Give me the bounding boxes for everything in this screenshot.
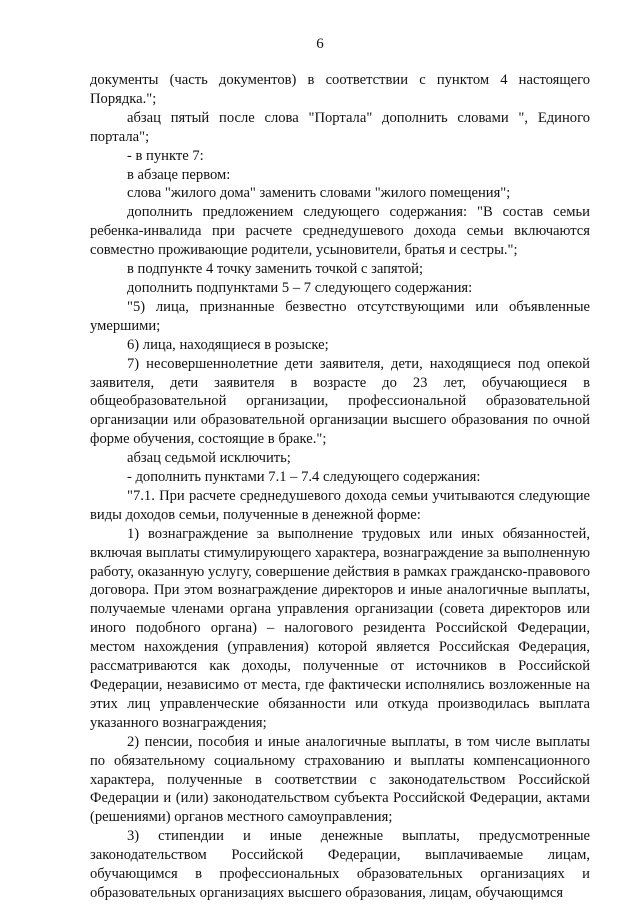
paragraph: дополнить предложением следующего содержания: "В состав семьи ребенка-инвалида при расчете среднедушевого дохода семьи включаются совместно проживающие родители, усыновители, братья и сестры."; xyxy=(90,204,590,259)
paragraph: абзац седьмой исключить; xyxy=(127,450,291,467)
paragraph: "5) лица, признанные безвестно отсутствующими или объявленные умершими; xyxy=(90,298,590,334)
paragraph: 3) стипендии и иные денежные выплаты, предусмотренные законодательством Российской Федерации, выплачиваемые лицам, обучающимся в профессиональных образовательных организациях и образовательных организациях высшего образования, лицам, обучающимся xyxy=(90,828,590,901)
paragraph: абзац пятый после слова "Портала" дополнить словами ", Единого портала"; xyxy=(90,109,590,145)
paragraph: слова "жилого дома" заменить словами "жилого помещения"; xyxy=(127,185,511,202)
paragraph: - дополнить пунктами 7.1 – 7.4 следующего содержания: xyxy=(127,469,481,486)
paragraph: - в пункте 7: xyxy=(127,147,204,164)
document-body xyxy=(90,71,590,903)
paragraph: 7) несовершеннолетние дети заявителя, дети, находящиеся под опекой заявителя, дети заявителя в возрасте до 23 лет, обучающиеся в общеобразовательной организации, профессиональной образовательной организации или образовательной организации высшего образования по очной форме обучения, состоящие в браке."; xyxy=(90,355,590,448)
paragraph: 2) пенсии, пособия и иные аналогичные выплаты, в том числе выплаты по обязательному социальному страхованию и выплаты компенсационного характера, полученные в соответствии с законодательством Российской Федерации и (или) законодательством субъекта Российской Федерации, актами (решениями) органов местного самоуправления; xyxy=(90,733,590,826)
paragraph: документы (часть документов) в соответствии с пунктом 4 настоящего Порядка."; xyxy=(90,72,590,107)
paragraph: в абзаце первом: xyxy=(127,166,231,183)
page-number: 6 xyxy=(316,36,324,52)
paragraph: "7.1. При расчете среднедушевого дохода семьи учитываются следующие виды доходов семьи, полученные в денежной форме: xyxy=(90,487,590,523)
paragraph: в подпункте 4 точку заменить точкой с запятой; xyxy=(127,261,424,278)
paragraph: 1) вознаграждение за выполнение трудовых или иных обязанностей, включая выплаты стимулирующего характера, вознаграждение за выполненную работу, оказанную услугу, совершение действия в рамках гражданско-правового договора. При этом вознаграждение директоров и иные аналогичные выплаты, получаемые членами органа управления организации (совета директоров или иного подобного органа) – налогового резидента Российской Федерации, местом нахождения (управления) которой является Российская Федерация, рассматриваются как доходы, полученные от источников в Российской Федерации, независимо от места, где фактически исполнялись возложенные на этих лиц управленческие обязанности или откуда производилась выплата указанного вознаграждения; xyxy=(90,525,590,731)
paragraph: дополнить подпунктами 5 – 7 следующего содержания: xyxy=(127,279,473,296)
paragraph: 6) лица, находящиеся в розыске; xyxy=(127,336,329,353)
